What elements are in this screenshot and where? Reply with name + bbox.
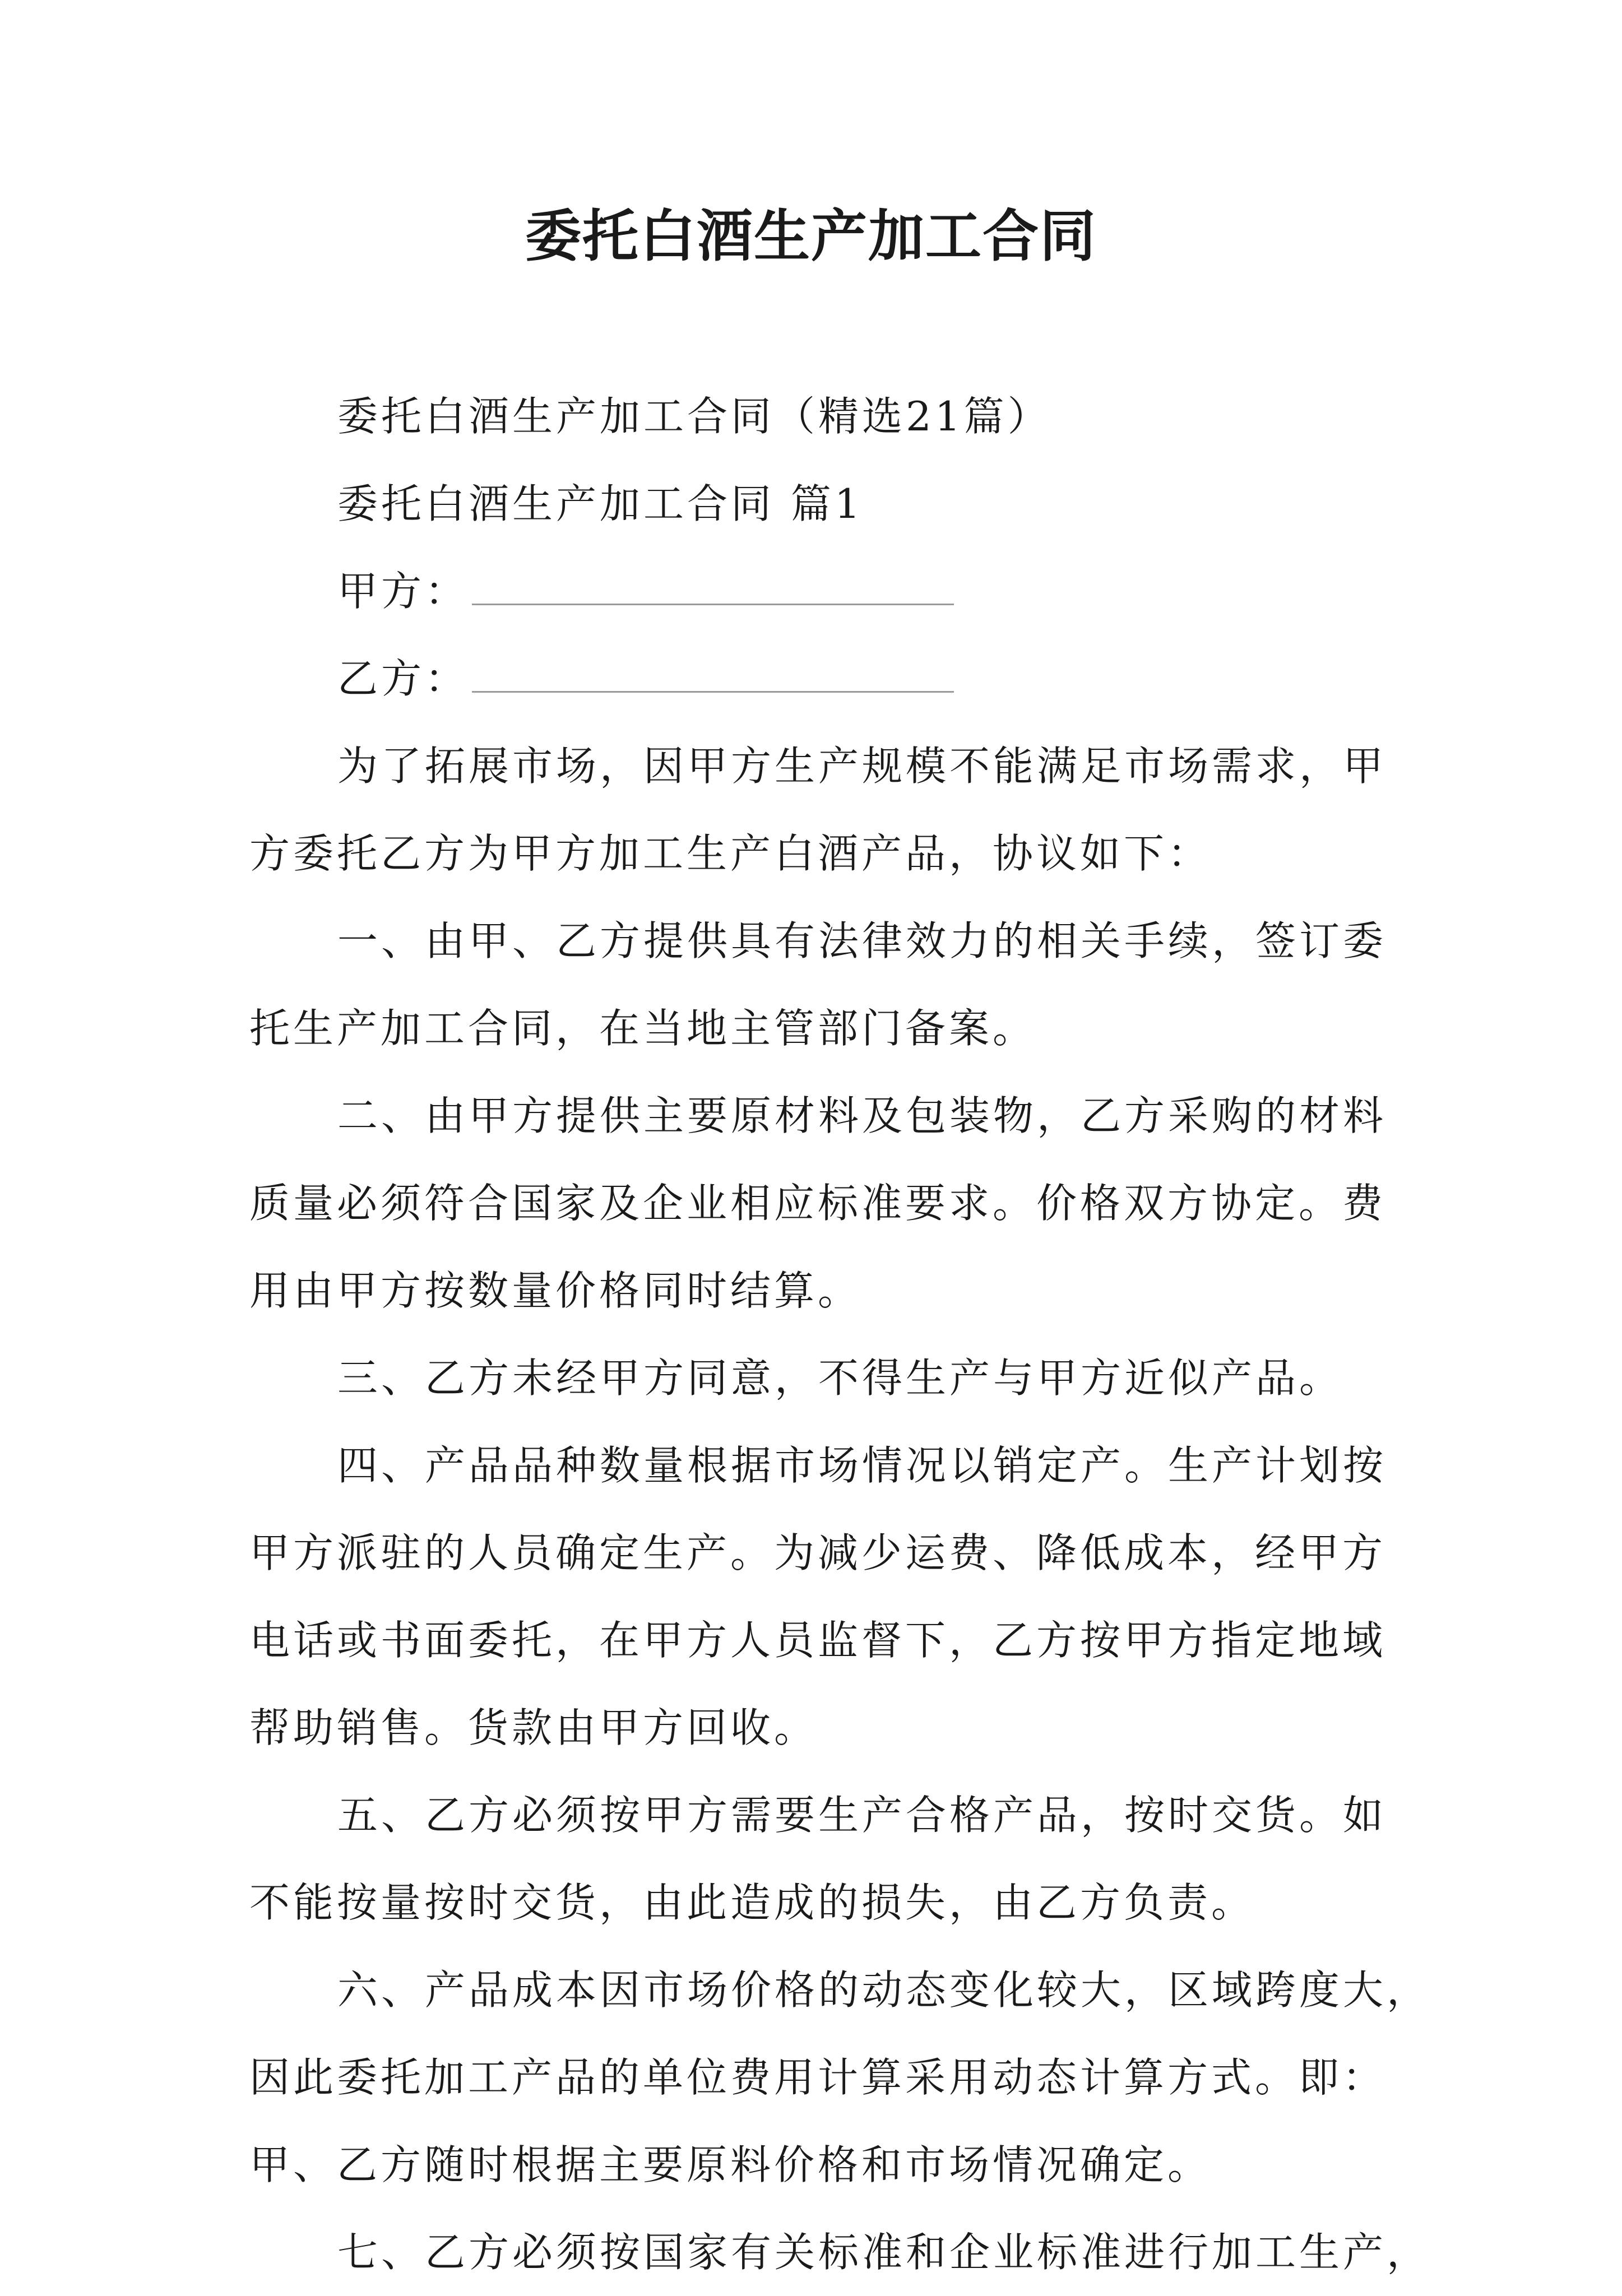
text-line: 五、乙方必须按甲方需要生产合格产品，按时交货。如: [337, 1792, 1387, 1839]
party-a-label: 甲方：: [337, 568, 469, 615]
text-line: 方委托乙方为甲方加工生产白酒产品，协议如下：: [249, 830, 1212, 877]
text-line: 三、乙方未经甲方同意，不得生产与甲方近似产品。: [337, 1355, 1343, 1402]
party-b-label: 乙方：: [337, 655, 469, 702]
text-line: 帮助销售。货款由甲方回收。: [249, 1704, 818, 1751]
text-line: 甲方派驻的人员确定生产。为减少运费、降低成本，经甲方: [249, 1529, 1387, 1576]
party-b-line: [249, 635, 1387, 722]
text-line: 质量必须符合国家及企业相应标准要求。价格双方协定。费: [249, 1180, 1387, 1227]
text-line: 二、由甲方提供主要原材料及包装物，乙方采购的材料: [337, 1092, 1387, 1139]
party-b-blank: [472, 652, 954, 693]
text-line: 因此委托加工产品的单位费用计算采用动态计算方式。即：: [249, 2054, 1387, 2101]
text-line: 为了拓展市场，因甲方生产规模不能满足市场需求，甲: [337, 743, 1387, 790]
text-line: 不能按量按时交货，由此造成的损失，由乙方负责。: [249, 1879, 1255, 1926]
text-line: 四、产品品种数量根据市场情况以销定产。生产计划按: [337, 1442, 1387, 1489]
text-line: 一、由甲、乙方提供具有法律效力的相关手续，签订委: [337, 917, 1387, 964]
party-a-line: [249, 548, 1387, 635]
text-line: 委托白酒生产加工合同 篇1: [337, 480, 864, 527]
text-line: 用由甲方按数量价格同时结算。: [249, 1267, 862, 1314]
text-line: 甲、乙方随时根据主要原料价格和市场情况确定。: [249, 2141, 1212, 2188]
text-line: 委托白酒生产加工合同（精选21篇）: [337, 393, 1051, 440]
text-line: 电话或书面委托，在甲方人员监督下，乙方按甲方指定地域: [249, 1617, 1387, 1664]
party-a-blank: [472, 564, 954, 605]
text-line: 六、产品成本因市场价格的动态变化较大，区域跨度大，: [337, 1966, 1431, 2014]
document-title: 委托白酒生产加工合同: [525, 203, 1097, 269]
text-line: 七、乙方必须按国家有关标准和企业标准进行加工生产，: [337, 2229, 1431, 2276]
text-line: 托生产加工合同，在当地主管部门备案。: [249, 1005, 1037, 1052]
document-body: [249, 373, 1431, 2296]
